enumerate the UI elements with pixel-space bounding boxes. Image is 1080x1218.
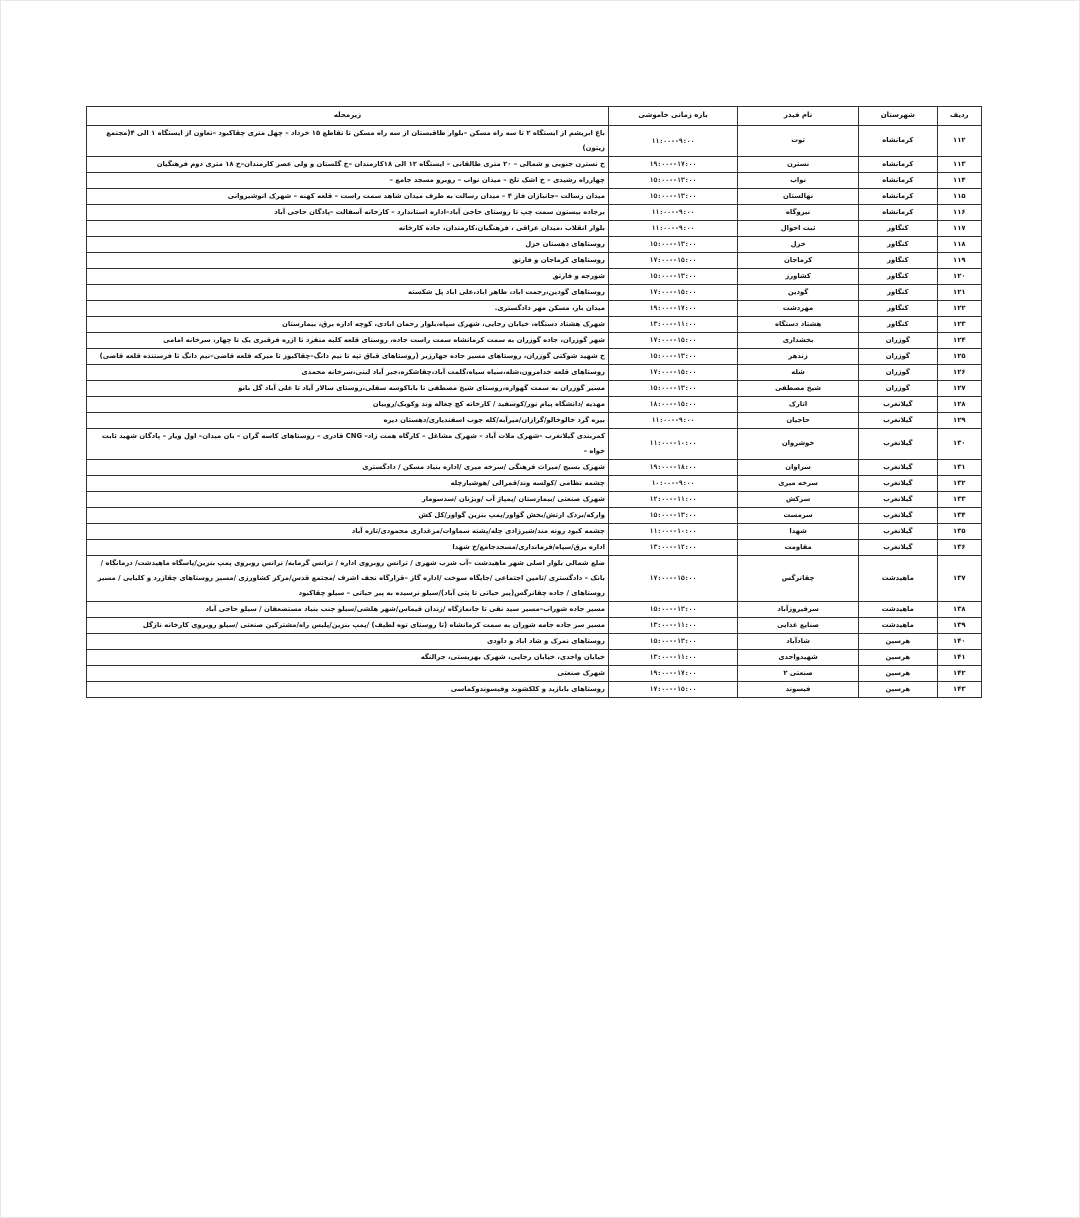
cell-row-number: ۱۲۹	[937, 412, 981, 428]
cell-row-number: ۱۲۶	[937, 364, 981, 380]
table-row	[87, 380, 982, 396]
cell-outage-time: ۱۱:۰۰--۹:۰۰	[608, 220, 737, 236]
cell-feeder: نسترن	[738, 156, 859, 172]
cell-area: شهرک هشتاد دستگاه، خیابان رجایی، شهرک سپاه،بلوار رحمان ابادی، کوچه اداره برق، بیمارستان	[87, 316, 609, 332]
cell-city: گیلانغرب	[859, 459, 938, 475]
cell-feeder: کشاورز	[738, 268, 859, 284]
cell-row-number: ۱۲۴	[937, 332, 981, 348]
table-row	[87, 491, 982, 507]
cell-area: خ شهید شوکتی گوزران، روستاهای مسیر جاده جهارزبر (روستاهای قباق تپه تا نیم دانگ–چقاکبوز تا میرکه قلعه قاضی–نیم دانگ تا فرستنده قلعه قاضی)	[87, 348, 609, 364]
cell-city: کنگاور	[859, 220, 938, 236]
power-outage-table	[86, 106, 982, 698]
cell-city: گیلانغرب	[859, 475, 938, 491]
cell-outage-time: ۱۵:۰۰--۱۳:۰۰	[608, 172, 737, 188]
cell-row-number: ۱۲۲	[937, 300, 981, 316]
cell-area: ضلع شمالی بلوار اصلی شهر ماهیدشت –آب شرب شهری / ترانس روبروی اداره / ترانس گرمابه/ ترانس روبروی پمپ بنزین/پاسگاه ماهیدشت/ درمانگاه /بانک – دادگستری /تامین اجتماعی /جایگاه سوخت /اداره گاز –قرارگاه نجف اشرف /مجتمع قدس/مرکز کشاورزی /مسیر روستاهای چقازرد و کلیایی / مسیر روستاهای / جاده چقانرگس(پیر حیاتی تا پتی آباد)/سیلو نرسیده به پیر حیاتی – سیلو چقاکبود	[87, 555, 609, 601]
cell-area: برجاده بیستون سمت چپ تا روستای حاجی آباد–اداره استاندارد – کارخانه آسفالت –پادگان حاجی آباد	[87, 204, 609, 220]
cell-area: مسیر گوزران به سمت گهواره،روستای شیخ مصطفی تا باباکوسه سفلی،روستای سالار آباد تا علی آباد گل بانو	[87, 380, 609, 396]
cell-feeder: شهدا	[738, 523, 859, 539]
cell-city: کرمانشاه	[859, 172, 938, 188]
cell-city: کرمانشاه	[859, 126, 938, 157]
cell-outage-time: ۱۹:۰۰--۱۷:۰۰	[608, 300, 737, 316]
cell-outage-time: ۱۷:۰۰--۱۵:۰۰	[608, 364, 737, 380]
cell-row-number: ۱۴۲	[937, 665, 981, 681]
cell-area: روستاهای کرماجان و فارتق	[87, 252, 609, 268]
cell-city: هرسین	[859, 665, 938, 681]
cell-row-number: ۱۲۱	[937, 284, 981, 300]
table-body	[87, 126, 982, 698]
header-row-number: ردیف	[937, 107, 981, 126]
cell-city: گیلانغرب	[859, 523, 938, 539]
table-row	[87, 172, 982, 188]
cell-outage-time: ۱۵:۰۰--۱۳:۰۰	[608, 236, 737, 252]
table-row	[87, 555, 982, 601]
table-row	[87, 188, 982, 204]
cell-outage-time: ۱۱:۰۰--۱۰:۰۰	[608, 428, 737, 459]
cell-row-number: ۱۴۱	[937, 649, 981, 665]
cell-area: میدان بار، مسکن مهر دادگستری.	[87, 300, 609, 316]
cell-area: چشمه کبود رونه مند/شیرزادی چله/پشته سماوات/مرغداری محمودی/تازه آباد	[87, 523, 609, 539]
table-row	[87, 649, 982, 665]
table-row	[87, 126, 982, 157]
cell-city: کرمانشاه	[859, 156, 938, 172]
cell-area: شهرک صنعتی /بیمارستان /پمپاژ آب /ویژنان /سدسومار	[87, 491, 609, 507]
cell-outage-time: ۱۵:۰۰--۱۳:۰۰	[608, 380, 737, 396]
cell-row-number: ۱۲۸	[937, 396, 981, 412]
table-row	[87, 348, 982, 364]
cell-city: کرمانشاه	[859, 204, 938, 220]
cell-outage-time: ۱۷:۰۰--۱۵:۰۰	[608, 332, 737, 348]
cell-outage-time: ۱۷:۰۰--۱۵:۰۰	[608, 681, 737, 697]
cell-area: مهدیه /دانشگاه پیام نور/کوسفید / کارخانه کچ چغاله وند وکوبک/روبیان	[87, 396, 609, 412]
cell-outage-time: ۱۷:۰۰--۱۵:۰۰	[608, 284, 737, 300]
table-row	[87, 617, 982, 633]
table-row	[87, 412, 982, 428]
cell-area: مسیر سر جاده جامه شوران به سمت کرمانشاه (تا روستای توه لطیف) /پمپ بنزین/پلیس راه/مشترکین صنعتی /سیلو روبروی کارخانه نازگل	[87, 617, 609, 633]
cell-row-number: ۱۳۷	[937, 555, 981, 601]
cell-feeder: اتارک	[738, 396, 859, 412]
cell-row-number: ۱۳۶	[937, 539, 981, 555]
cell-area: روستاهای گودین،رحمت اباد، طاهر اباد،علی اباد پل شکسته	[87, 284, 609, 300]
cell-feeder: صنایع غذایی	[738, 617, 859, 633]
cell-feeder: خوشروان	[738, 428, 859, 459]
cell-city: ماهیدشت	[859, 617, 938, 633]
table-row	[87, 681, 982, 697]
cell-feeder: خزل	[738, 236, 859, 252]
cell-outage-time: ۱۲:۰۰--۱۱:۰۰	[608, 491, 737, 507]
header-area: زیرمحله	[87, 107, 609, 126]
cell-feeder: فیسوند	[738, 681, 859, 697]
cell-outage-time: ۱۳:۰۰--۱۱:۰۰	[608, 649, 737, 665]
cell-area: بیره گرد خالوخالو/گرازان/میرآبه/کله جوب اسفندیاری/دهستان دیره	[87, 412, 609, 428]
cell-area: کمربندی گیلانغرب –شهرک ملات آباد – شهرک مشاغل – کارگاه همت زاد– CNG قادری – روستاهای کاسه گران – بان میدان– اول ویار – پادگان شهید ثابت خواه –	[87, 428, 609, 459]
table-row	[87, 316, 982, 332]
cell-city: گیلانغرب	[859, 428, 938, 459]
cell-city: کرمانشاه	[859, 188, 938, 204]
cell-row-number: ۱۱۹	[937, 252, 981, 268]
cell-area: مسیر جاده شوراب–مسیر سید نقی تا جانمازگاه /زندان قیماس/شهر هلشی/سیلو جنب بنیاد مستضعفان / سیلو حاجی آباد	[87, 601, 609, 617]
cell-row-number: ۱۴۰	[937, 633, 981, 649]
cell-area: چهارراه رشیدی – خ اشک تلخ – میدان نواب – روبرو مسجد جامع –	[87, 172, 609, 188]
cell-city: هرسین	[859, 633, 938, 649]
cell-feeder: صنعتی ۲	[738, 665, 859, 681]
table-row	[87, 252, 982, 268]
cell-outage-time: ۱۹:۰۰--۱۷:۰۰	[608, 665, 737, 681]
table-row	[87, 236, 982, 252]
cell-outage-time: ۱۱:۰۰--۹:۰۰	[608, 412, 737, 428]
table-row	[87, 396, 982, 412]
cell-outage-time: ۱۷:۰۰--۱۵:۰۰	[608, 555, 737, 601]
cell-outage-time: ۱۷:۰۰--۱۵:۰۰	[608, 252, 737, 268]
cell-row-number: ۱۳۸	[937, 601, 981, 617]
cell-city: گوزران	[859, 348, 938, 364]
table-row	[87, 523, 982, 539]
cell-area: شهر گوزران، جاده گوزران به سمت کرمانشاه سمت راست جاده، روستای قلعه کلیه منفرد تا ازره فرقبری یک تا چهار، سرخانه امامی	[87, 332, 609, 348]
cell-area: خ نسترن جنوبی و شمالی – ۲۰ متری طالقانی – ایستگاه ۱۲ الی ۱۸کارمندان –خ گلستان و ولی عصر کارمندان–خ ۱۸ متری دوم فرهنگیان	[87, 156, 609, 172]
cell-row-number: ۱۱۵	[937, 188, 981, 204]
table-row	[87, 428, 982, 459]
cell-city: گوزران	[859, 364, 938, 380]
cell-city: کنگاور	[859, 236, 938, 252]
cell-row-number: ۱۱۲	[937, 126, 981, 157]
table-row	[87, 300, 982, 316]
cell-feeder: کرماجان	[738, 252, 859, 268]
cell-row-number: ۱۱۷	[937, 220, 981, 236]
cell-city: گیلانغرب	[859, 539, 938, 555]
cell-row-number: ۱۳۳	[937, 491, 981, 507]
cell-area: خیابان واحدی، خیابان رجایی، شهرک بهزیستی، جرالنگه	[87, 649, 609, 665]
cell-row-number: ۱۳۹	[937, 617, 981, 633]
cell-feeder: ثبت احوال	[738, 220, 859, 236]
cell-feeder: مقاومت	[738, 539, 859, 555]
cell-outage-time: ۱۵:۰۰--۱۳:۰۰	[608, 348, 737, 364]
cell-feeder: شادآباد	[738, 633, 859, 649]
cell-area: شهرک بسیج /میراث فرهنگی /سرخه میری /اداره بنیاد مسکن / دادگستری	[87, 459, 609, 475]
cell-outage-time: ۱۵:۰۰--۱۳:۰۰	[608, 633, 737, 649]
cell-area: باغ ابریشم از ایستگاه ۲ تا سه راه مسکن –بلوار طاقبستان از سه راه مسکن تا تقاطع ۱۵ خرداد – چهل متری چقاکبود –تعاون از ایستگاه ۱ الی ۴(مجتمع زیتون)	[87, 126, 609, 157]
cell-row-number: ۱۳۱	[937, 459, 981, 475]
cell-area: اداره برق/سپاه/فرمانداری/مسجدجامع/خ شهدا	[87, 539, 609, 555]
cell-outage-time: ۱۵:۰۰--۱۳:۰۰	[608, 188, 737, 204]
cell-outage-time: ۱۱:۰۰--۹:۰۰	[608, 204, 737, 220]
table-row	[87, 364, 982, 380]
cell-feeder: شله	[738, 364, 859, 380]
cell-feeder: سراوان	[738, 459, 859, 475]
cell-city: گیلانغرب	[859, 507, 938, 523]
cell-row-number: ۱۲۵	[937, 348, 981, 364]
cell-row-number: ۱۱۶	[937, 204, 981, 220]
cell-city: گوزران	[859, 332, 938, 348]
cell-feeder: سرمست	[738, 507, 859, 523]
cell-row-number: ۱۱۸	[937, 236, 981, 252]
table-row	[87, 156, 982, 172]
table-row	[87, 507, 982, 523]
cell-feeder: توت	[738, 126, 859, 157]
cell-feeder: مهردشت	[738, 300, 859, 316]
cell-row-number: ۱۱۴	[937, 172, 981, 188]
cell-area: شهرک صنعتی	[87, 665, 609, 681]
cell-outage-time: ۱۵:۰۰--۱۳:۰۰	[608, 268, 737, 284]
table-row	[87, 220, 982, 236]
table-row	[87, 633, 982, 649]
cell-outage-time: ۱۹:۰۰--۱۷:۰۰	[608, 156, 737, 172]
cell-outage-time: ۱۱:۰۰--۱۰:۰۰	[608, 523, 737, 539]
cell-row-number: ۱۱۳	[937, 156, 981, 172]
cell-feeder: هشتاد دستگاه	[738, 316, 859, 332]
cell-outage-time: ۱۳:۰۰--۱۲:۰۰	[608, 539, 737, 555]
cell-feeder: چقانرگس	[738, 555, 859, 601]
cell-city: هرسین	[859, 681, 938, 697]
cell-outage-time: ۱۱:۰۰--۹:۰۰	[608, 126, 737, 157]
cell-row-number: ۱۳۲	[937, 475, 981, 491]
cell-outage-time: ۱۳:۰۰--۱۱:۰۰	[608, 316, 737, 332]
cell-feeder: نهالستان	[738, 188, 859, 204]
cell-outage-time: ۱۵:۰۰--۱۳:۰۰	[608, 601, 737, 617]
cell-area: شورجه و فارتق	[87, 268, 609, 284]
cell-feeder: بخشداری	[738, 332, 859, 348]
cell-area: روستاهای نمرک و شاد اباد و داودی	[87, 633, 609, 649]
table-row	[87, 332, 982, 348]
cell-city: گیلانغرب	[859, 412, 938, 428]
cell-row-number: ۱۲۷	[937, 380, 981, 396]
header-city: شهرستان	[859, 107, 938, 126]
cell-row-number: ۱۳۰	[937, 428, 981, 459]
cell-city: کنگاور	[859, 284, 938, 300]
cell-area: روستاهای بابازید و کلکشوند وفیسوندوکماسی	[87, 681, 609, 697]
cell-outage-time: ۱۳:۰۰--۱۱:۰۰	[608, 617, 737, 633]
cell-city: کنگاور	[859, 252, 938, 268]
cell-row-number: ۱۲۳	[937, 316, 981, 332]
cell-area: بلوار انقلاب ،میدان عراقی ، فرهنگیان،کارمندان، جاده کارخانه	[87, 220, 609, 236]
cell-row-number: ۱۴۳	[937, 681, 981, 697]
table-row	[87, 284, 982, 300]
table-header	[87, 107, 982, 126]
cell-city: گیلانغرب	[859, 396, 938, 412]
cell-city: گیلانغرب	[859, 491, 938, 507]
cell-outage-time: ۱۹:۰۰--۱۸:۰۰	[608, 459, 737, 475]
table-row	[87, 459, 982, 475]
cell-city: ماهیدشت	[859, 555, 938, 601]
cell-area: وارکه/بردک ارتش/بخش گواور/پمپ بنزین گواور/کل کش	[87, 507, 609, 523]
table-row	[87, 268, 982, 284]
header-feeder: نام فیدر	[738, 107, 859, 126]
cell-city: کنگاور	[859, 300, 938, 316]
cell-area: روستاهای قلعه خدامرون،شله،سیاه سیاه،گلمت آباد،چقاشکره،جبر آباد لبنی،سرخانه محمدی	[87, 364, 609, 380]
table-row	[87, 475, 982, 491]
cell-feeder: سرفیروزآباد	[738, 601, 859, 617]
cell-area: چشمه نظامی /کولسه وند/قمرالی /هوشیارچله	[87, 475, 609, 491]
cell-city: ماهیدشت	[859, 601, 938, 617]
cell-area: روستاهای دهستان خزل	[87, 236, 609, 252]
cell-row-number: ۱۲۰	[937, 268, 981, 284]
cell-feeder: زندهر	[738, 348, 859, 364]
cell-city: کنگاور	[859, 268, 938, 284]
cell-feeder: گودین	[738, 284, 859, 300]
table-row	[87, 204, 982, 220]
cell-city: هرسین	[859, 649, 938, 665]
cell-row-number: ۱۳۵	[937, 523, 981, 539]
cell-outage-time: ۱۰:۰۰--۹:۰۰	[608, 475, 737, 491]
cell-feeder: شیخ مصطفی	[738, 380, 859, 396]
table-row	[87, 601, 982, 617]
cell-feeder: نواب	[738, 172, 859, 188]
cell-area: میدان رسالت –جانبازان فاز ۴ – میدان رسالت به طرف میدان شاهد سمت راست – قلعه کهنه – شهرک انوشیروانی	[87, 188, 609, 204]
cell-row-number: ۱۳۴	[937, 507, 981, 523]
cell-feeder: حاجیان	[738, 412, 859, 428]
table-row	[87, 665, 982, 681]
cell-city: گوزران	[859, 380, 938, 396]
cell-feeder: سرکش	[738, 491, 859, 507]
cell-city: کنگاور	[859, 316, 938, 332]
cell-feeder: شهیدواحدی	[738, 649, 859, 665]
header-outage-time: بازه زمانی خاموشی	[608, 107, 737, 126]
header-row	[87, 107, 982, 126]
cell-feeder: نیروگاه	[738, 204, 859, 220]
cell-outage-time: ۱۸:۰۰--۱۵:۰۰	[608, 396, 737, 412]
cell-outage-time: ۱۵:۰۰--۱۳:۰۰	[608, 507, 737, 523]
table-row	[87, 539, 982, 555]
cell-feeder: سرخه میری	[738, 475, 859, 491]
